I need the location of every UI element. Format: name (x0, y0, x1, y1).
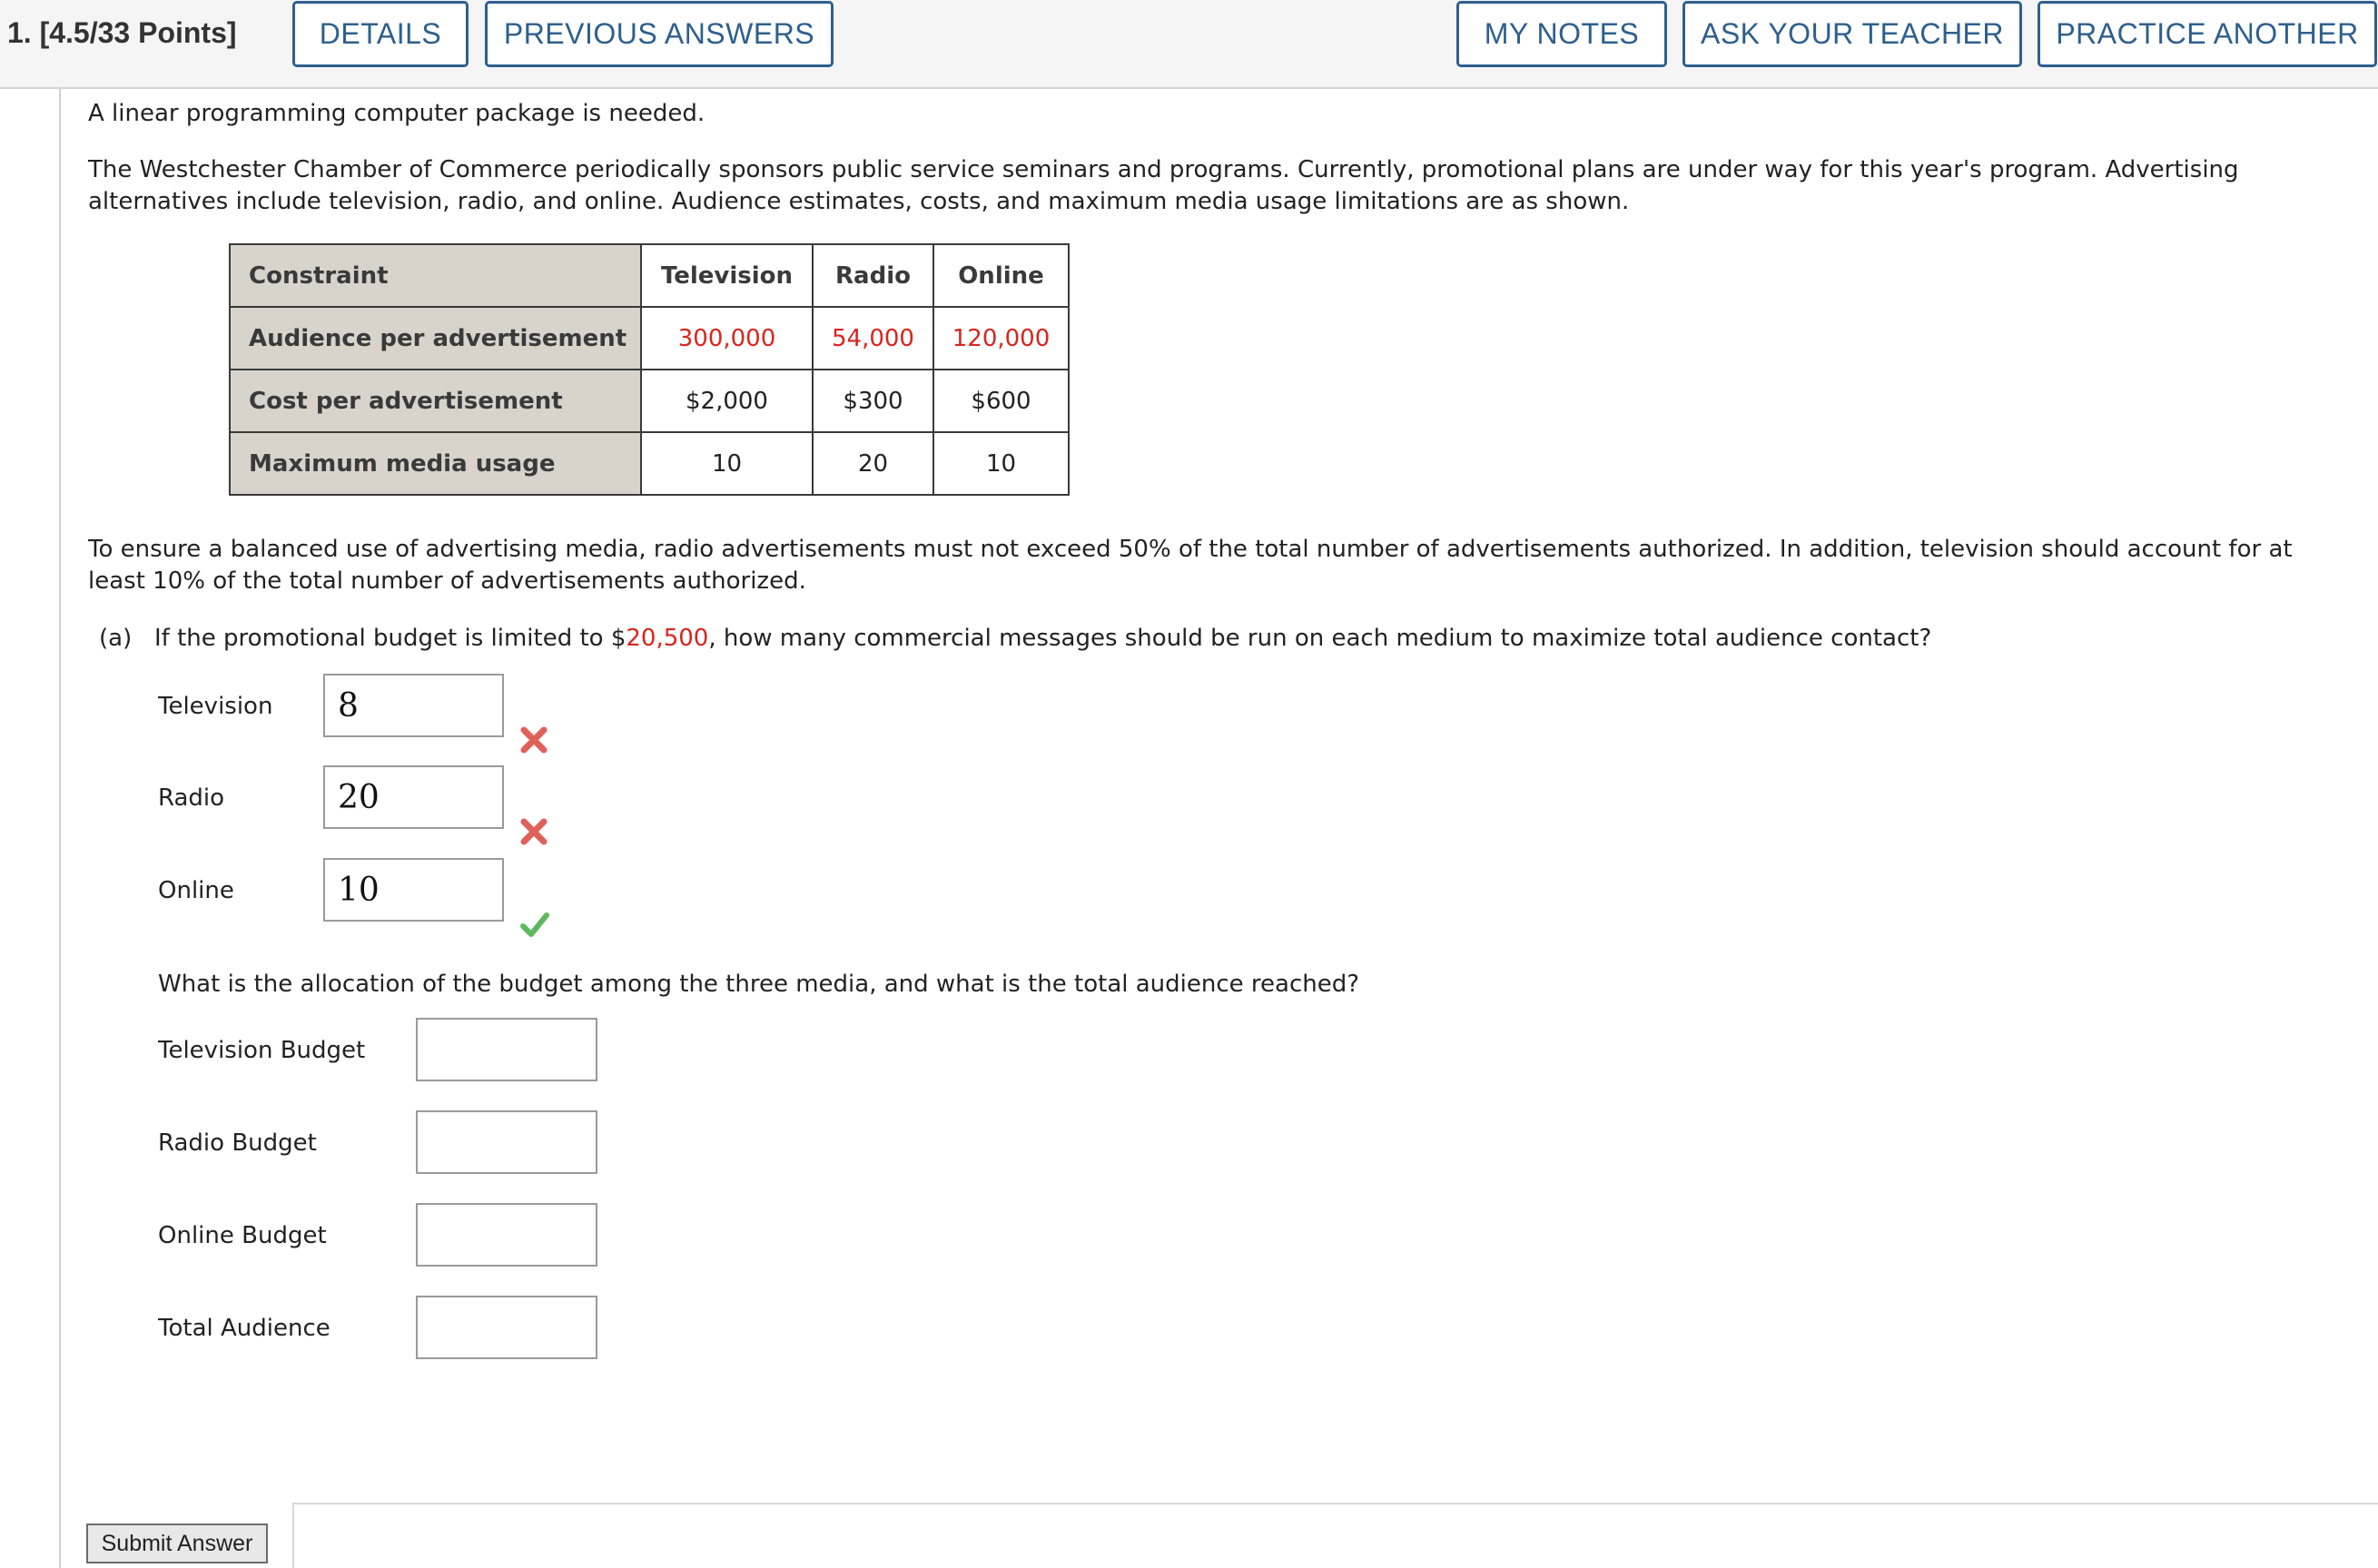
question-points-title: 1. [4.5/33 Points] (7, 16, 237, 49)
practice-another-button[interactable]: PRACTICE ANOTHER (2038, 1, 2377, 67)
online-label: Online (158, 877, 234, 904)
table-header-online: Online (933, 244, 1069, 307)
incorrect-x-icon (518, 816, 549, 847)
correct-check-icon (519, 909, 550, 940)
cell-cost-radio: $300 (813, 370, 933, 432)
table-header-radio: Radio (813, 244, 933, 307)
cell-audience-radio: 54,000 (813, 307, 933, 370)
row-label-cost: Cost per advertisement (230, 370, 641, 432)
television-count-input[interactable] (323, 674, 504, 737)
table-header-row (230, 244, 1069, 307)
cell-audience-television: 300,000 (641, 307, 813, 370)
constraint-line-1: To ensure a balanced use of advertising media, radio advertisements must not exceed 50% of the total number of advertisements authorized. In addition, television should account for at (88, 536, 2293, 563)
bottom-panel (292, 1503, 2378, 1568)
online-budget-input[interactable] (416, 1203, 597, 1267)
television-label: Television (158, 693, 273, 720)
television-budget-label: Television Budget (158, 1037, 366, 1064)
cell-max-radio: 20 (813, 432, 933, 495)
online-count-input[interactable] (323, 858, 504, 922)
allocation-question: What is the allocation of the budget among the three media, and what is the total audience reached? (158, 971, 1360, 998)
description-line-1: The Westchester Chamber of Commerce periodically sponsors public service seminars and programs. Currently, promotional plans are under way for this year's program. Advertising (88, 156, 2239, 183)
online-budget-label: Online Budget (158, 1222, 327, 1249)
radio-budget-input[interactable] (416, 1110, 597, 1174)
part-a-prefix: (a) If the promotional budget is limited to $ (99, 625, 627, 652)
row-label-audience: Audience per advertisement (230, 307, 641, 370)
constraint-line-2: least 10% of the total number of advertisements authorized. (88, 567, 806, 595)
content-left-divider (59, 87, 61, 1568)
intro-text: A linear programming computer package is needed. (88, 100, 706, 127)
total-audience-input[interactable] (416, 1296, 597, 1359)
table-header-constraint: Constraint (230, 244, 641, 307)
incorrect-x-icon (518, 725, 549, 755)
description-line-2: alternatives include television, radio, and online. Audience estimates, costs, and maximum media usage limitations are as shown. (88, 188, 1630, 215)
part-a-budget-value: 20,500 (626, 625, 709, 652)
ask-your-teacher-button[interactable]: ASK YOUR TEACHER (1682, 1, 2022, 67)
row-label-max-usage: Maximum media usage (230, 432, 641, 495)
radio-label: Radio (158, 784, 225, 812)
table-header-television: Television (641, 244, 813, 307)
table-row (230, 370, 1069, 432)
question-header (0, 0, 2378, 89)
table-row (230, 432, 1069, 495)
radio-budget-label: Radio Budget (158, 1129, 317, 1157)
cell-cost-television: $2,000 (641, 370, 813, 432)
cell-cost-online: $600 (933, 370, 1069, 432)
total-audience-label: Total Audience (158, 1315, 331, 1342)
media-data-table (229, 243, 1070, 496)
cell-max-television: 10 (641, 432, 813, 495)
my-notes-button[interactable]: MY NOTES (1456, 1, 1667, 67)
submit-answer-button[interactable]: Submit Answer (86, 1524, 268, 1563)
part-a-suffix: , how many commercial messages should be run on each medium to maximize total audience contact? (708, 625, 1932, 652)
radio-count-input[interactable] (323, 765, 504, 829)
previous-answers-button[interactable]: PREVIOUS ANSWERS (485, 1, 834, 67)
cell-audience-online: 120,000 (933, 307, 1069, 370)
cell-max-online: 10 (933, 432, 1069, 495)
television-budget-input[interactable] (416, 1018, 597, 1081)
details-button[interactable]: DETAILS (292, 1, 469, 67)
part-a-question (99, 623, 1931, 655)
table-row (230, 307, 1069, 370)
